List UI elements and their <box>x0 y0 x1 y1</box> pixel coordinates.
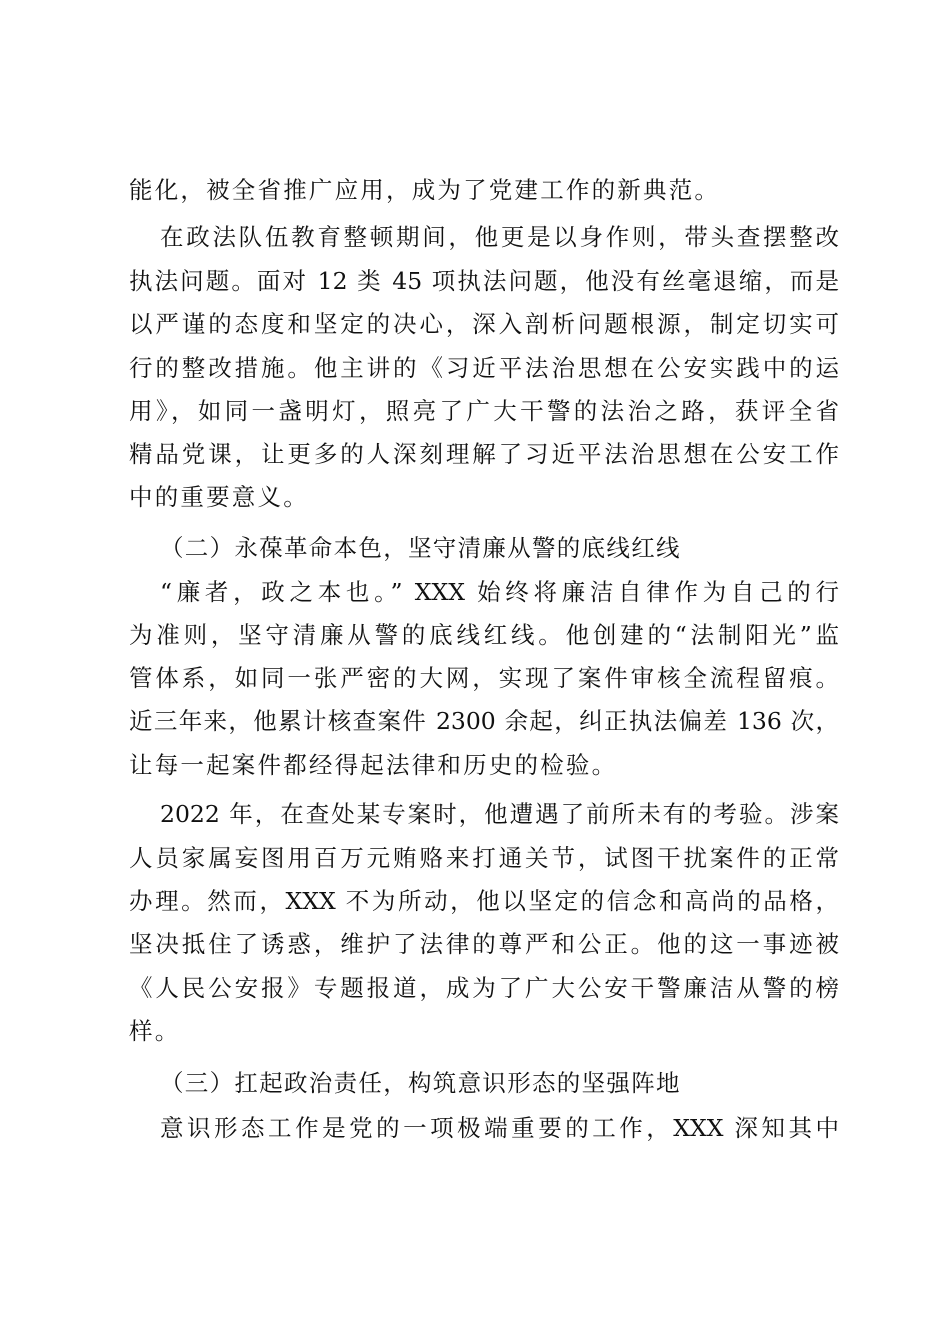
paragraph-line: 执法问题。面对 12 类 45 项执法问题，他没有丝毫退缩，而是 <box>129 267 839 295</box>
paragraph-line: 办理。然而，XXX 不为所动，他以坚定的信念和高尚的品格， <box>129 887 839 915</box>
paragraph-first-line: 意识形态工作是党的一项极端重要的工作，XXX 深知其中 <box>160 1114 839 1142</box>
paragraph-line: 为准则，坚守清廉从警的底线红线。他创建的“法制阳光”监 <box>129 621 839 649</box>
section-heading: （二）永葆革命本色，坚守清廉从警的底线红线 <box>160 534 681 562</box>
paragraph-line: 中的重要意义。 <box>129 483 309 511</box>
paragraph-first-line: 在政法队伍教育整顿期间，他更是以身作则，带头查摆整改 <box>160 223 839 251</box>
paragraph-line: 让每一起案件都经得起法律和历史的检验。 <box>129 751 618 779</box>
paragraph-line: 人员家属妄图用百万元贿赂来打通关节，试图干扰案件的正常 <box>129 844 839 872</box>
paragraph-line: 坚决抵住了诱惑，维护了法律的尊严和公正。他的这一事迹被 <box>129 930 839 958</box>
paragraph-line: 以严谨的态度和坚定的决心，深入剖析问题根源，制定切实可 <box>129 310 839 338</box>
paragraph-line: 能化，被全省推广应用，成为了党建工作的新典范。 <box>129 176 721 204</box>
paragraph-line: 《人民公安报》专题报道，成为了广大公安干警廉洁从警的榜 <box>129 974 839 1002</box>
paragraph-first-line: “廉者，政之本也。” XXX 始终将廉洁自律作为自己的行 <box>160 578 839 606</box>
paragraph-line: 管体系，如同一张严密的大网，实现了案件审核全流程留痕。 <box>129 664 839 692</box>
paragraph-first-line: 2022 年，在查处某专案时，他遭遇了前所未有的考验。涉案 <box>160 800 839 828</box>
paragraph-line: 样。 <box>129 1017 181 1045</box>
section-heading: （三）扛起政治责任，构筑意识形态的坚强阵地 <box>160 1069 681 1097</box>
paragraph-line: 行的整改措施。他主讲的《习近平法治思想在公安实践中的运 <box>129 354 839 382</box>
paragraph-line: 精品党课，让更多的人深刻理解了习近平法治思想在公安工作 <box>129 440 839 468</box>
paragraph-line: 近三年来，他累计核查案件 2300 余起，纠正执法偏差 136 次， <box>129 707 839 735</box>
paragraph-line: 用》，如同一盏明灯，照亮了广大干警的法治之路，获评全省 <box>129 397 839 425</box>
